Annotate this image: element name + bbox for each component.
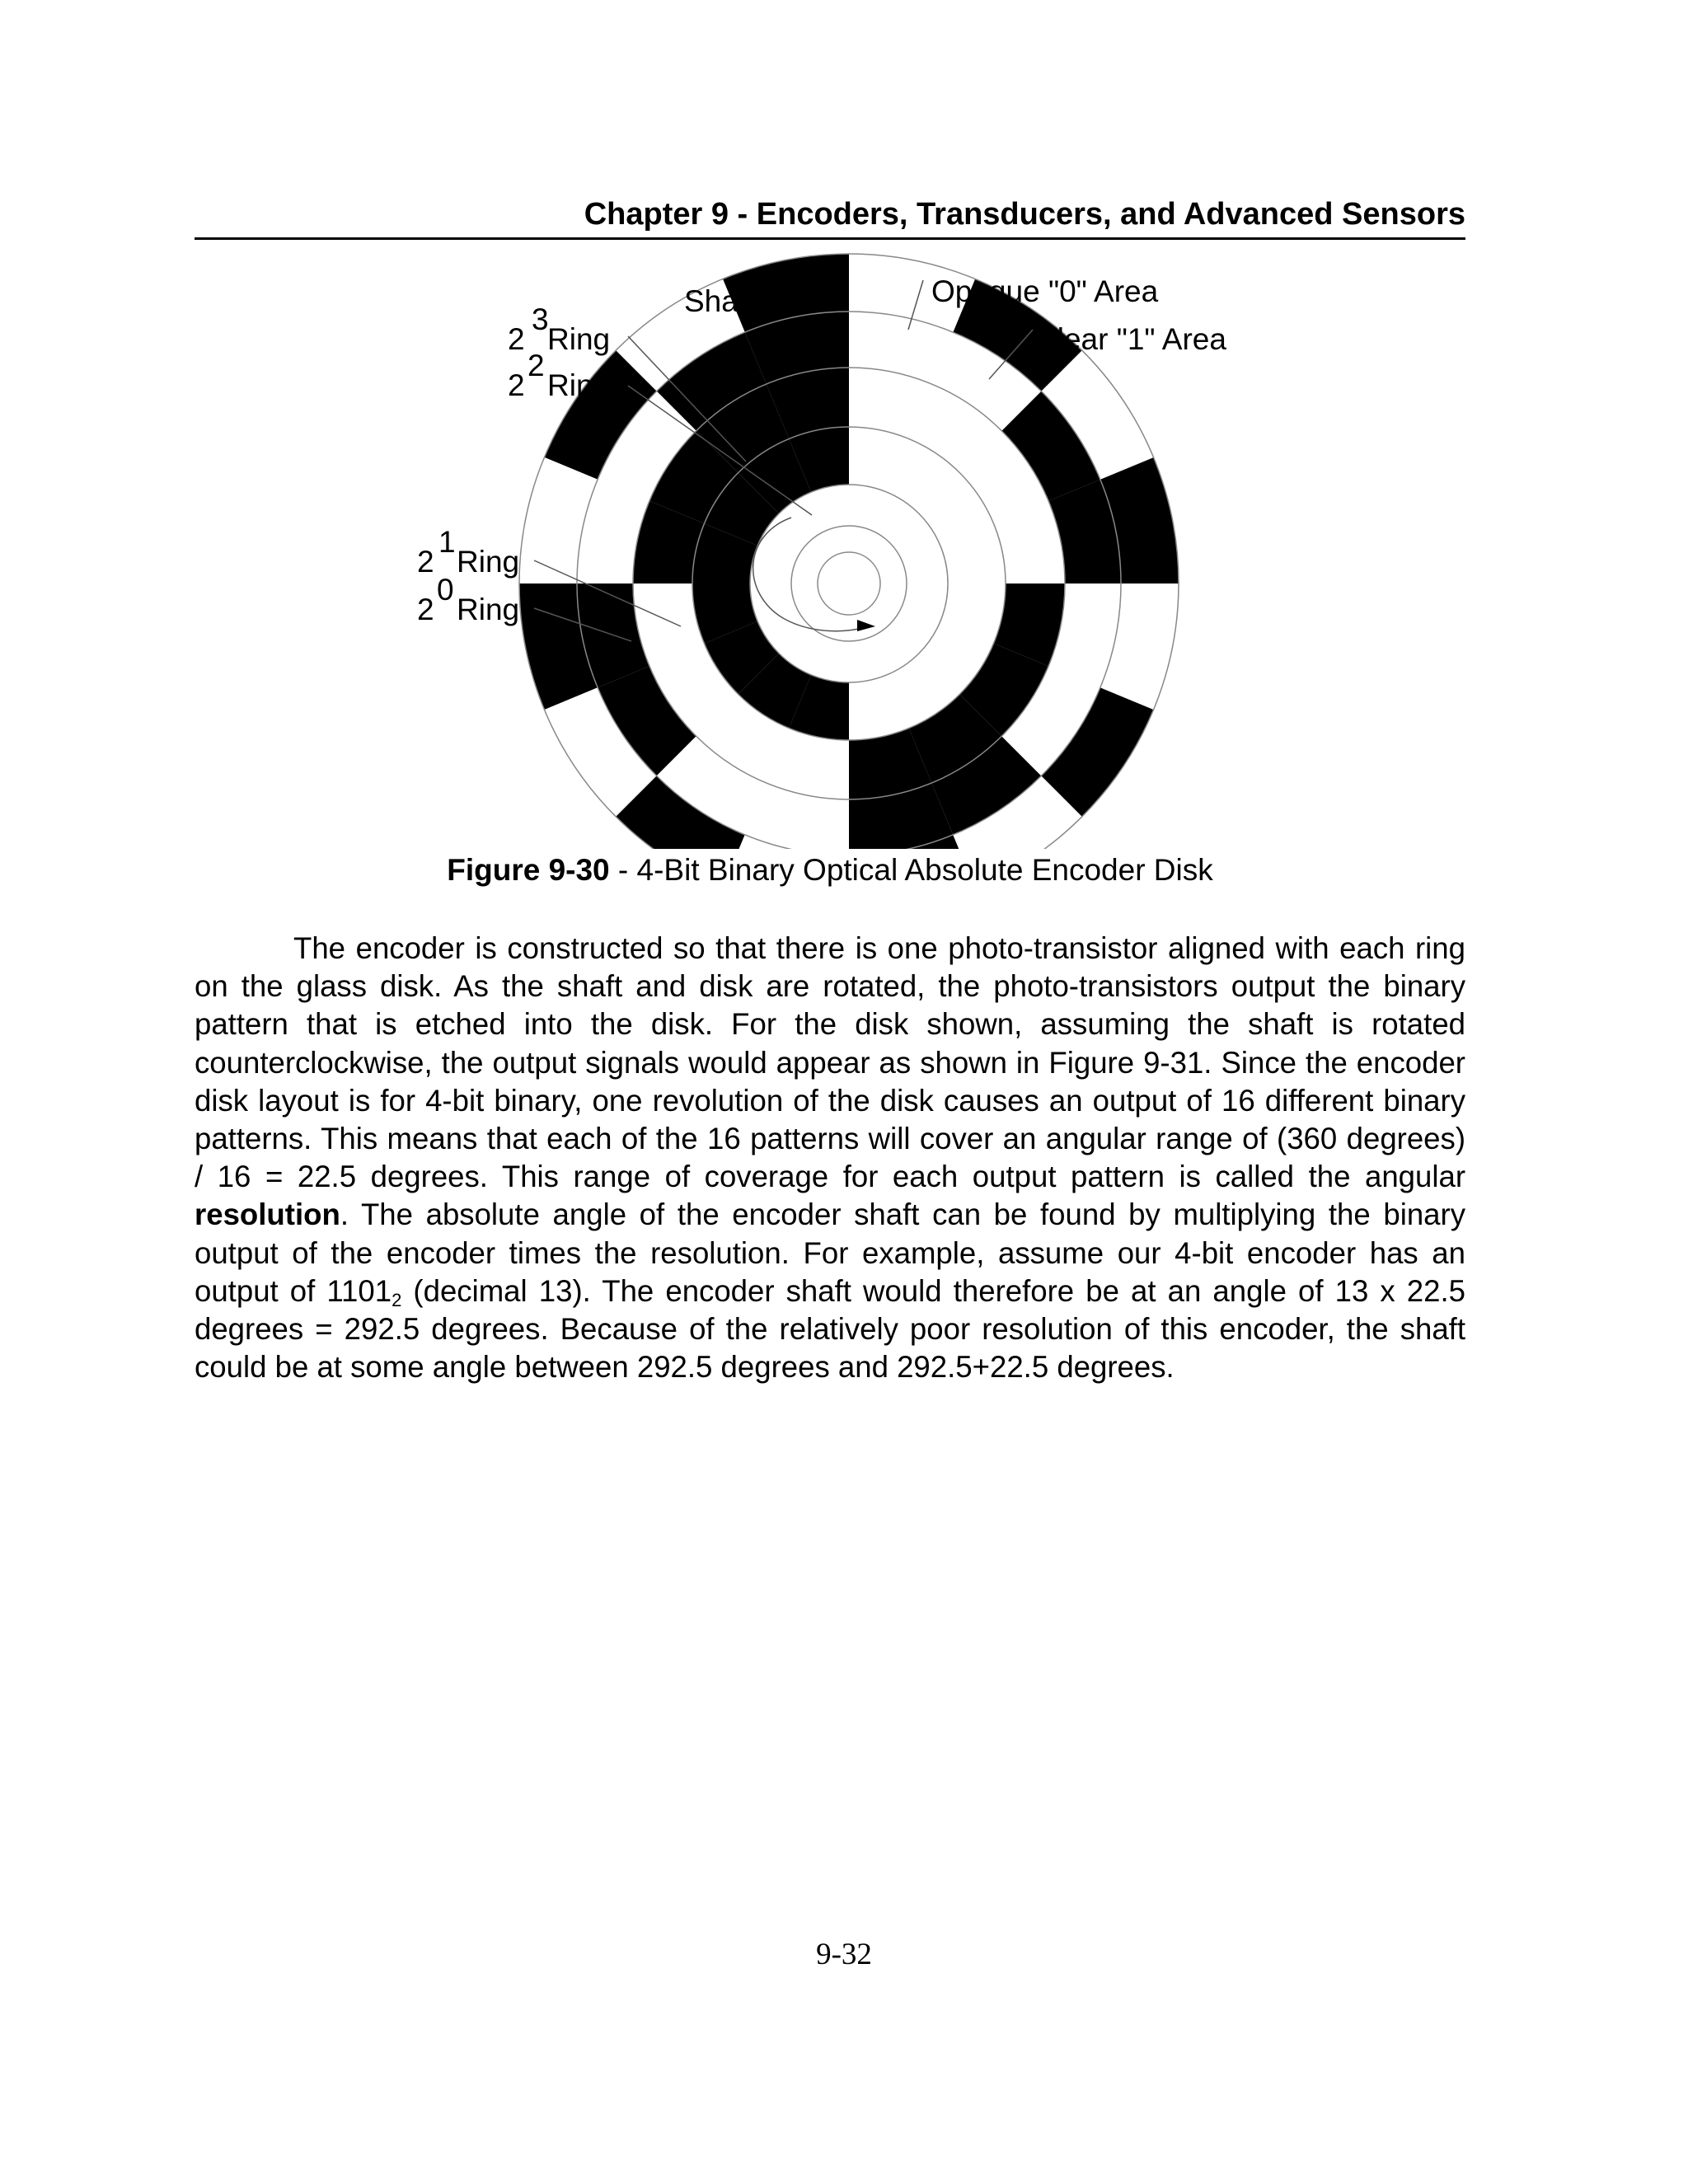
shaft-arrowhead	[857, 620, 875, 631]
svg-text:Ring: Ring	[547, 322, 611, 356]
svg-text:2: 2	[417, 593, 434, 626]
shaft-spiral	[753, 518, 867, 631]
caption-separator: -	[609, 853, 637, 887]
opaque-area-label: Opaque "0" Area	[931, 274, 1159, 308]
ring0-label	[417, 573, 519, 626]
encoder-disk-figure	[0, 0, 1688, 849]
svg-text:2: 2	[508, 322, 525, 356]
ring3-label	[508, 302, 610, 356]
figure-caption	[195, 852, 1465, 888]
shaft-label: Shaft	[684, 284, 756, 318]
clear-area-label: Clear "1" Area	[1035, 322, 1226, 356]
svg-text:2: 2	[508, 368, 525, 402]
ring1-label	[417, 525, 519, 579]
resolution-term: resolution	[195, 1197, 340, 1232]
shaft-center	[818, 552, 880, 615]
svg-text:2: 2	[417, 545, 434, 579]
figure-number: Figure 9-30	[447, 853, 610, 887]
svg-text:1: 1	[438, 525, 456, 559]
svg-text:3: 3	[532, 302, 549, 336]
svg-text:2: 2	[528, 349, 545, 382]
body-paragraph: The encoder is constructed so that there is one photo-transistor aligned with each ring on the glass disk. As the shaft and disk are rotated, the photo-transistors output the binary pattern that is etched into the disk. For the disk shown, assuming the shaft is rotated counterclockwise, the output signals would appear as shown in Figure 9-31. Since the encoder disk layout is for 4-bit binary, one revolution of the disk causes an output of 16 different binary patterns. This means that each of the 16 patterns will cover an angular range of (360 degrees) / 16 = 22.5 degrees. This range of coverage for each output pattern is called the angular resolution. The absolute angle of the encoder shaft can be found by multiplying the binary output of the encoder times the resolution. For example, assume our 4-bit encoder has an output of $1101_2$ (decimal 13). The encoder shaft would therefore be at an angle of 13 x 22.5 degrees = 292.5 degrees. Because of the relatively poor resolution of this encoder, the shaft could be at some angle between 292.5 degrees and 292.5+22.5 degrees.	[195, 931, 1465, 1385]
caption-text: 4-Bit Binary Optical Absolute Encoder Disk	[636, 853, 1213, 887]
ring2-label	[508, 349, 610, 402]
svg-text:Ring: Ring	[547, 368, 611, 402]
shaft-hole	[791, 526, 907, 641]
svg-text:Ring: Ring	[457, 545, 520, 579]
page-number: 9-32	[816, 1938, 872, 1971]
binary-subscript: 2	[392, 1289, 402, 1310]
svg-text:Ring: Ring	[457, 593, 520, 626]
svg-text:0: 0	[437, 573, 454, 607]
ring-boundary-0	[750, 485, 948, 682]
chapter-header: Chapter 9 - Encoders, Transducers, and Advanced Sensors	[584, 197, 1465, 232]
